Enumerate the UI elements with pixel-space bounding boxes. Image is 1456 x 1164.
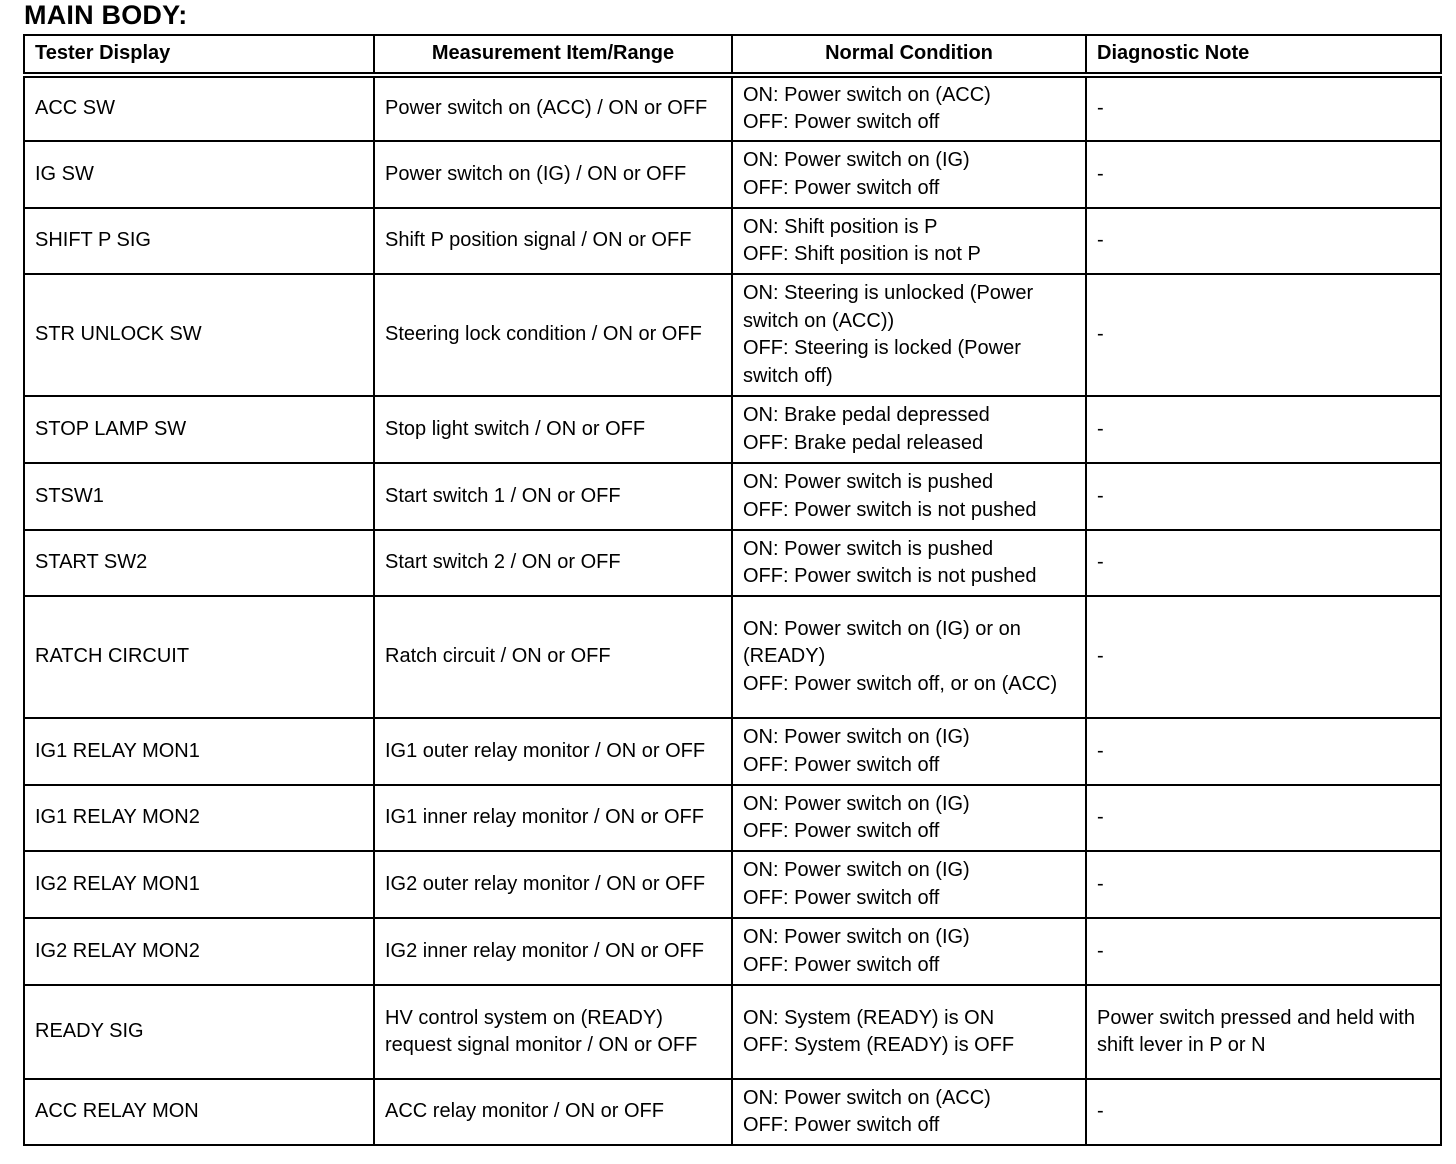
- tester-display-cell: SHIFT P SIG: [24, 208, 374, 274]
- table-row: [24, 785, 1441, 851]
- normal-condition-cell: [732, 208, 1086, 274]
- measurement-item-cell: Start switch 2 / ON or OFF: [374, 530, 732, 596]
- table-row: [24, 208, 1441, 274]
- diagnostic-note-cell: -: [1086, 1079, 1441, 1145]
- condition-on-text: ON: Power switch on (IG): [743, 726, 970, 748]
- diagnostic-note-cell: -: [1086, 851, 1441, 918]
- normal-condition-cell: [732, 785, 1086, 851]
- measurement-item-cell: Start switch 1 / ON or OFF: [374, 463, 732, 530]
- condition-on-text: ON: Power switch on (IG): [743, 926, 970, 948]
- condition-off-text: OFF: Power switch off: [743, 820, 940, 842]
- normal-condition-cell: [732, 274, 1086, 396]
- diagnostic-note-cell: -: [1086, 463, 1441, 530]
- tester-display-cell: ACC RELAY MON: [24, 1079, 374, 1145]
- normal-condition-cell: [732, 530, 1086, 596]
- diagnostic-note-cell: -: [1086, 75, 1441, 141]
- condition-on-text: ON: Power switch on (IG): [743, 792, 970, 815]
- diagnostic-note-cell: -: [1086, 530, 1441, 596]
- normal-condition-cell: [732, 1079, 1086, 1145]
- condition-on-text: ON: Steering is unlocked (Power switch on (ACC)): [743, 282, 1034, 332]
- condition-off-text: OFF: Power switch off: [743, 176, 940, 199]
- condition-off-text: OFF: Steering is locked (Power switch off): [743, 337, 1021, 387]
- normal-condition-cell: [732, 75, 1086, 141]
- condition-off-text: OFF: Power switch is not pushed: [743, 498, 1037, 521]
- tester-display-cell: IG1 RELAY MON2: [24, 785, 374, 851]
- header-normal-condition: Normal Condition: [732, 35, 1086, 75]
- diagnostic-note-cell: -: [1086, 274, 1441, 396]
- normal-condition-cell: [732, 396, 1086, 463]
- tester-display-cell: STOP LAMP SW: [24, 396, 374, 463]
- measurement-item-cell: Steering lock condition / ON or OFF: [374, 274, 732, 396]
- condition-on-text: ON: Shift position is P: [743, 215, 938, 238]
- condition-off-text: OFF: Power switch off: [743, 111, 940, 133]
- page-title: MAIN BODY:: [24, 0, 188, 30]
- diagnostic-note-cell: -: [1086, 208, 1441, 274]
- header-measurement-item: Measurement Item/Range: [374, 35, 732, 75]
- condition-off-text: OFF: Power switch is not pushed: [743, 565, 1037, 587]
- table-row: [24, 141, 1441, 208]
- diagnostic-note-cell: -: [1086, 141, 1441, 208]
- table-row: [24, 718, 1441, 785]
- measurement-item-cell: IG1 inner relay monitor / ON or OFF: [374, 785, 732, 851]
- normal-condition-cell: [732, 141, 1086, 208]
- tester-display-cell: STR UNLOCK SW: [24, 274, 374, 396]
- normal-condition-cell: [732, 851, 1086, 918]
- table-row: [24, 396, 1441, 463]
- condition-off-text: OFF: Power switch off: [743, 886, 940, 909]
- tester-display-cell: IG1 RELAY MON1: [24, 718, 374, 785]
- normal-condition-cell: [732, 463, 1086, 530]
- condition-off-text: OFF: Power switch off: [743, 1114, 940, 1136]
- measurement-item-cell: IG2 outer relay monitor / ON or OFF: [374, 851, 732, 918]
- condition-off-text: OFF: Power switch off: [743, 953, 940, 976]
- measurement-item-cell: Stop light switch / ON or OFF: [374, 396, 732, 463]
- condition-off-text: OFF: Power switch off, or on (ACC): [743, 672, 1058, 695]
- diagnostic-note-cell: -: [1086, 918, 1441, 985]
- measurement-item-cell: Power switch on (IG) / ON or OFF: [374, 141, 732, 208]
- diagnostic-note-cell: -: [1086, 396, 1441, 463]
- measurement-item-cell: Ratch circuit / ON or OFF: [374, 596, 732, 718]
- condition-on-text: ON: Brake pedal depressed: [743, 404, 990, 426]
- condition-off-text: OFF: Power switch off: [743, 753, 940, 776]
- table-row: [24, 1079, 1441, 1145]
- tester-display-cell: IG SW: [24, 141, 374, 208]
- diagnostic-note-cell: Power switch pressed and held with shift lever in P or N: [1086, 985, 1441, 1079]
- diagnostic-note-cell: -: [1086, 718, 1441, 785]
- condition-off-text: OFF: Shift position is not P: [743, 243, 981, 265]
- measurement-item-cell: Shift P position signal / ON or OFF: [374, 208, 732, 274]
- header-row: [24, 35, 1441, 75]
- condition-on-text: ON: Power switch on (ACC): [743, 83, 991, 106]
- table-row: [24, 75, 1441, 141]
- tester-display-cell: STSW1: [24, 463, 374, 530]
- measurement-item-cell: IG2 inner relay monitor / ON or OFF: [374, 918, 732, 985]
- measurement-item-cell: ACC relay monitor / ON or OFF: [374, 1079, 732, 1145]
- condition-on-text: ON: System (READY) is ON: [743, 1006, 995, 1029]
- data-list-table: [23, 34, 1442, 1146]
- condition-on-text: ON: Power switch on (ACC): [743, 1086, 991, 1109]
- normal-condition-cell: [732, 596, 1086, 718]
- condition-off-text: OFF: Brake pedal released: [743, 431, 984, 454]
- normal-condition-cell: [732, 918, 1086, 985]
- condition-on-text: ON: Power switch on (IG): [743, 859, 970, 881]
- condition-on-text: ON: Power switch is pushed: [743, 471, 994, 493]
- table-row: [24, 274, 1441, 396]
- condition-on-text: ON: Power switch on (IG) or on (READY): [743, 617, 1021, 668]
- tester-display-cell: RATCH CIRCUIT: [24, 596, 374, 718]
- diagnostic-note-cell: -: [1086, 596, 1441, 718]
- table-row: [24, 985, 1441, 1079]
- condition-on-text: ON: Power switch on (IG): [743, 149, 970, 171]
- condition-on-text: ON: Power switch is pushed: [743, 537, 994, 560]
- measurement-item-cell: Power switch on (ACC) / ON or OFF: [374, 75, 732, 141]
- measurement-item-cell: IG1 outer relay monitor / ON or OFF: [374, 718, 732, 785]
- tester-display-cell: IG2 RELAY MON1: [24, 851, 374, 918]
- table-row: [24, 851, 1441, 918]
- normal-condition-cell: [732, 985, 1086, 1079]
- table-row: [24, 596, 1441, 718]
- condition-off-text: OFF: System (READY) is OFF: [743, 1034, 1015, 1056]
- header-tester-display: Tester Display: [24, 35, 374, 75]
- table-row: [24, 918, 1441, 985]
- normal-condition-cell: [732, 718, 1086, 785]
- header-diagnostic-note: Diagnostic Note: [1086, 35, 1441, 75]
- tester-display-cell: ACC SW: [24, 75, 374, 141]
- tester-display-cell: START SW2: [24, 530, 374, 596]
- measurement-item-cell: HV control system on (READY) request signal monitor / ON or OFF: [374, 985, 732, 1079]
- diagnostic-note-cell: -: [1086, 785, 1441, 851]
- table-row: [24, 463, 1441, 530]
- tester-display-cell: IG2 RELAY MON2: [24, 918, 374, 985]
- tester-display-cell: READY SIG: [24, 985, 374, 1079]
- table-row: [24, 530, 1441, 596]
